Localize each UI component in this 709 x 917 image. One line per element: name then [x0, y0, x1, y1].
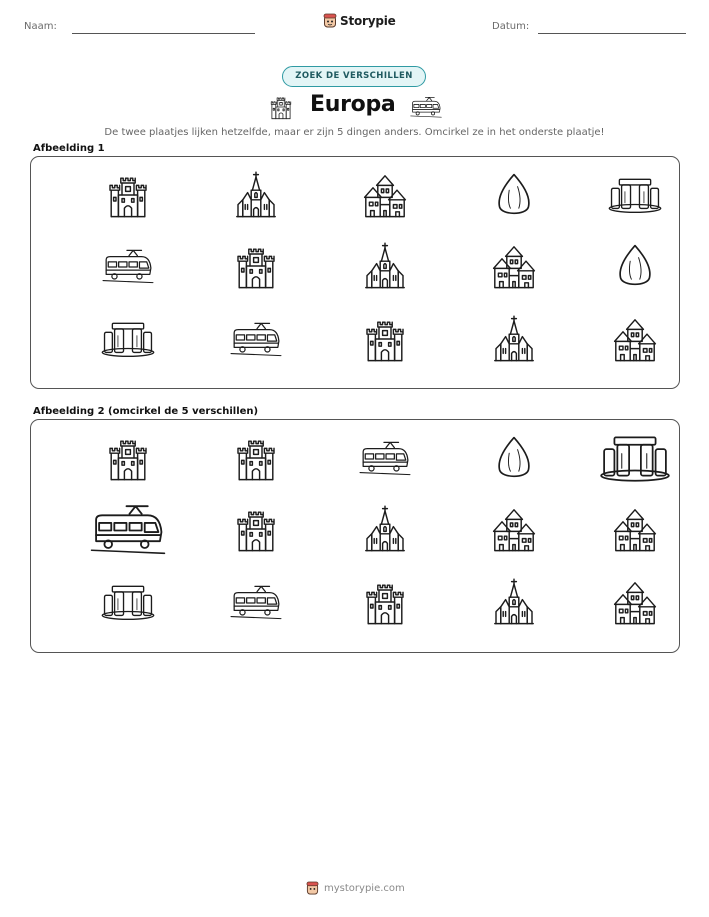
castle-icon[interactable] — [232, 505, 280, 553]
storypie-mascot-icon — [306, 881, 319, 896]
tram-icon — [230, 320, 282, 358]
stonehenge-icon[interactable] — [100, 583, 156, 621]
castle-icon — [361, 315, 409, 363]
panel2-label: Afbeelding 2 (omcirkel de 5 verschillen) — [33, 406, 259, 417]
castle-icon — [266, 94, 296, 124]
stonehenge-icon[interactable] — [598, 433, 672, 483]
church-icon — [490, 315, 538, 363]
date-line[interactable] — [538, 33, 686, 34]
footer — [306, 881, 405, 896]
worksheet-type-badge: ZOEK DE VERSCHILLEN — [282, 66, 426, 87]
village-icon[interactable] — [611, 505, 659, 553]
tram-icon — [102, 247, 154, 285]
castle-icon[interactable] — [104, 434, 152, 482]
castle-icon — [232, 242, 280, 290]
church-icon — [232, 171, 280, 219]
village-icon — [490, 242, 538, 290]
picture-panel-2[interactable] — [30, 419, 680, 653]
castle-icon — [104, 171, 152, 219]
brand-name: Storypie — [340, 14, 396, 28]
tram-icon[interactable] — [90, 501, 166, 557]
village-icon — [611, 315, 659, 363]
tram-icon[interactable] — [230, 583, 282, 621]
brand-logo — [323, 13, 396, 29]
tram-icon — [410, 95, 442, 123]
village-icon[interactable] — [490, 505, 538, 553]
church-icon — [361, 242, 409, 290]
picture-panel-1 — [30, 156, 680, 389]
village-icon[interactable] — [611, 578, 659, 626]
stonehenge-icon — [607, 176, 663, 214]
panel1-label: Afbeelding 1 — [33, 143, 105, 154]
church-icon[interactable] — [361, 505, 409, 553]
page-title: Europa — [310, 92, 396, 117]
castle-icon[interactable] — [232, 434, 280, 482]
castle-icon[interactable] — [361, 578, 409, 626]
almond-icon — [490, 171, 538, 219]
instructions: De twee plaatjes lijken hetzelfde, maar er zijn 5 dingen anders. Omcirkel ze in het onderste plaatje! — [104, 127, 605, 138]
almond-icon — [611, 242, 659, 290]
storypie-mascot-icon — [323, 13, 337, 29]
village-icon — [361, 171, 409, 219]
stonehenge-icon — [100, 320, 156, 358]
church-icon[interactable] — [490, 578, 538, 626]
almond-icon[interactable] — [490, 434, 538, 482]
name-label: Naam: — [24, 21, 57, 32]
footer-site: mystorypie.com — [324, 883, 405, 894]
name-line[interactable] — [72, 33, 255, 34]
date-label: Datum: — [492, 21, 530, 32]
tram-icon[interactable] — [359, 439, 411, 477]
